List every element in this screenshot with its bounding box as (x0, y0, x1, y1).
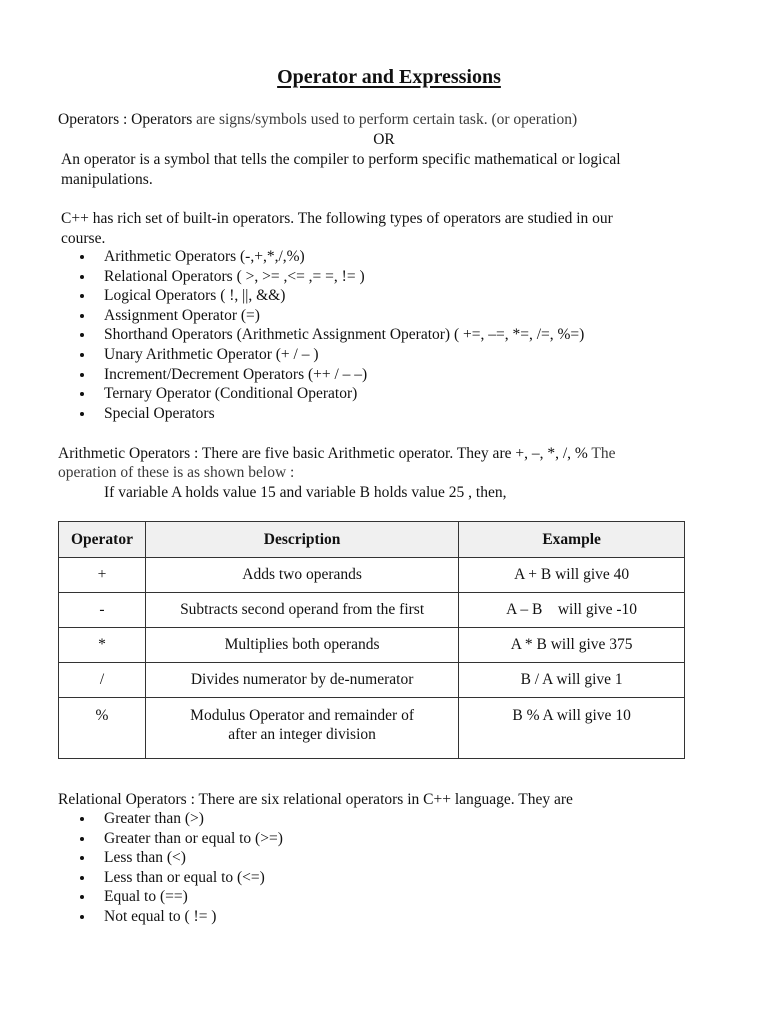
cell-description: Subtracts second operand from the first (145, 593, 458, 628)
cell-example: A + B will give 40 (459, 558, 685, 593)
arithmetic-intro-line-1 (58, 444, 616, 463)
header-description: Description (145, 522, 458, 558)
cell-example: B / A will give 1 (459, 663, 685, 698)
bullet-icon (80, 373, 84, 377)
types-intro-line-2: course. (61, 230, 106, 247)
alt-definition-line-2: manipulations. (61, 171, 153, 188)
arithmetic-intro-end: The (587, 445, 616, 462)
or-separator: OR (373, 131, 395, 148)
arithmetic-variables-line: If variable A holds value 15 and variable B holds value 25 , then, (104, 484, 507, 501)
cell-description: Divides numerator by de-numerator (145, 663, 458, 698)
bullet-icon (80, 392, 84, 396)
header-example: Example (459, 522, 685, 558)
bullet-icon (80, 255, 84, 259)
bullet-icon (80, 353, 84, 357)
cell-operator: + (59, 558, 146, 593)
document-page: Operator and Expressions Operators : Operators are signs/symbols used to perform certain task. (or operation) OR An operator is a symbol that tells the compiler to perform specific mathematical or logical manipulations. C++ has rich set of built-in operators. The following types of operators are studied in our course. Arithmetic Operators (-,+,*,/,%) Relational Operators ( >, >= ,<= ,= =, != ) Logical Operators ( !, ||, &&) Assignment Operator (=) Shorthand Operators (Arithmetic Assignment Operator) ( +=, –=, *=, /=, %=) Unary Arithmetic Operator (+ / – ) Increment/Decrement Operators (++ / – –) Ternary Operator (Conditional Operator) Special Operators Arithmetic Operators : There are five basic Arithmetic operator. They are +, –, *, /, % The operation of these is as shown below : If variable A holds value 15 and variable B holds value 25 , then, Operator Description Example + Adds two operands A + B will give 40 - Subtracts second operand from the first A – B will give -10 * Multiplies both operands A * B will give 375 / Divides numerator by de-numerator B / A will give 1 % Modulus Operator and remainder of after an integer division B % A will give 10 Relational Operators : There are six relational operators in C++ language. They are Greater than (>) Greater than or equal to (>=) Less than (<) Less than or equal to (<=) Equal to (==) Not equal to ( != ) (0, 0, 768, 1024)
table-row (59, 698, 685, 759)
operators-term: Operators (131, 111, 193, 128)
bullet-icon (80, 856, 84, 860)
operators-definition-text: are signs/symbols used to perform certain task. (or operation) (192, 111, 578, 128)
types-intro-line-1: C++ has rich set of built-in operators. The following types of operators are studied in our (61, 210, 613, 227)
page-title: Operator and Expressions (277, 66, 501, 88)
bullet-icon (80, 876, 84, 880)
bullet-icon (80, 333, 84, 337)
cell-example: A * B will give 375 (459, 628, 685, 663)
table-header-row (59, 522, 685, 558)
bullet-icon (80, 294, 84, 298)
cell-operator: * (59, 628, 146, 663)
cell-operator: - (59, 593, 146, 628)
table-row (59, 593, 685, 628)
bullet-icon (80, 275, 84, 279)
bullet-icon (80, 837, 84, 841)
alt-definition-line-1: An operator is a symbol that tells the compiler to perform specific mathematical or logical (61, 151, 621, 168)
operators-label: Operators : (58, 111, 132, 128)
bullet-icon (80, 817, 84, 821)
cell-description-line-2: after an integer division (228, 726, 376, 743)
header-operator: Operator (59, 522, 146, 558)
cell-example: B % A will give 10 (459, 698, 685, 759)
bullet-icon (80, 895, 84, 899)
bullet-icon (80, 314, 84, 318)
table-row (59, 663, 685, 698)
cell-description-line-1: Modulus Operator and remainder of (190, 707, 414, 724)
cell-operator: % (59, 698, 146, 759)
arithmetic-intro-line-2: operation of these is as shown below : (58, 464, 295, 481)
bullet-icon (80, 412, 84, 416)
cell-operator: / (59, 663, 146, 698)
cell-description: Multiplies both operands (145, 628, 458, 663)
cell-example: A – B will give -10 (459, 593, 685, 628)
bullet-icon (80, 915, 84, 919)
cell-description (145, 698, 458, 759)
table-row (59, 558, 685, 593)
relational-intro: Relational Operators : There are six relational operators in C++ language. They are (58, 791, 573, 808)
operators-definition (58, 110, 577, 129)
table-row (59, 628, 685, 663)
cell-description: Adds two operands (145, 558, 458, 593)
arithmetic-operators-table (58, 521, 685, 759)
arithmetic-intro-main: Arithmetic Operators : There are five basic Arithmetic operator. They are +, –, *, /, % (58, 445, 588, 462)
